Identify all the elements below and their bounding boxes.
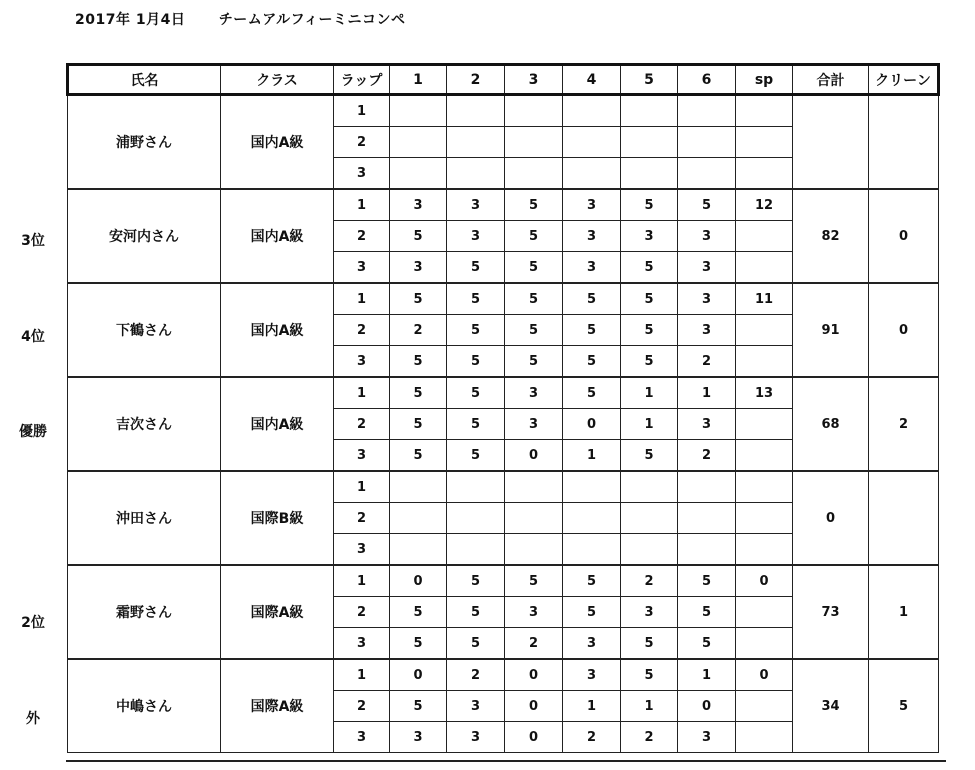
sp-score-cell: 0	[736, 565, 793, 597]
hole-score-cell: 1	[678, 377, 736, 409]
rank-label: 外	[26, 710, 40, 727]
hole-score-cell: 5	[505, 221, 563, 252]
player-class: 国内A級	[221, 283, 334, 377]
hole-score-cell: 5	[390, 283, 447, 315]
hole-score-cell: 5	[563, 597, 621, 628]
hole-score-cell: 5	[621, 252, 678, 284]
hole-score-cell: 2	[505, 628, 563, 660]
player-class: 国際A級	[221, 565, 334, 659]
hole-score-cell: 5	[390, 221, 447, 252]
hole-score-cell: 1	[621, 409, 678, 440]
hole-score-cell	[505, 158, 563, 190]
sp-score-cell	[736, 534, 793, 566]
hole-score-cell: 1	[563, 691, 621, 722]
rank-label: 4位	[21, 328, 45, 345]
hole-score-cell: 5	[390, 346, 447, 378]
hole-score-cell	[621, 534, 678, 566]
lap-number: 2	[334, 691, 390, 722]
hole-score-cell: 1	[621, 691, 678, 722]
hole-score-cell: 2	[678, 346, 736, 378]
lap-number: 1	[334, 377, 390, 409]
hole-score-cell: 1	[563, 440, 621, 472]
hole-score-cell: 0	[505, 691, 563, 722]
hole-score-cell: 3	[390, 189, 447, 221]
player-class: 国内A級	[221, 377, 334, 471]
hole-score-cell: 5	[390, 409, 447, 440]
sp-score-cell	[736, 628, 793, 660]
col-header-sp: sp	[736, 65, 793, 95]
score-table-body	[68, 95, 939, 753]
player-class: 国内A級	[221, 189, 334, 283]
hole-score-cell: 5	[621, 189, 678, 221]
rank-label: 優勝	[19, 424, 47, 441]
hole-score-cell	[390, 127, 447, 158]
hole-score-cell	[505, 503, 563, 534]
hole-score-cell: 5	[390, 377, 447, 409]
sp-score-cell: 0	[736, 659, 793, 691]
lap-number: 3	[334, 252, 390, 284]
clean-count: 5	[869, 659, 939, 753]
hole-score-cell: 1	[621, 377, 678, 409]
hole-score-cell	[390, 95, 447, 127]
table-row	[68, 283, 939, 315]
lap-number: 2	[334, 221, 390, 252]
hole-score-cell	[678, 534, 736, 566]
lap-number: 2	[334, 127, 390, 158]
hole-score-cell: 5	[621, 628, 678, 660]
hole-score-cell: 2	[563, 722, 621, 753]
hole-score-cell: 5	[390, 691, 447, 722]
hole-score-cell: 5	[678, 565, 736, 597]
hole-score-cell	[505, 471, 563, 503]
hole-score-cell: 3	[563, 189, 621, 221]
hole-score-cell	[447, 503, 505, 534]
hole-score-cell: 3	[678, 722, 736, 753]
hole-score-cell	[563, 158, 621, 190]
hole-score-cell	[621, 503, 678, 534]
table-row	[68, 471, 939, 503]
player-name: 吉次さん	[68, 377, 221, 471]
hole-score-cell: 5	[678, 628, 736, 660]
hole-score-cell: 3	[563, 252, 621, 284]
player-name: 浦野さん	[68, 95, 221, 190]
hole-score-cell: 5	[390, 440, 447, 472]
lap-number: 2	[334, 597, 390, 628]
hole-score-cell: 5	[505, 252, 563, 284]
lap-number: 3	[334, 158, 390, 190]
hole-score-cell: 5	[447, 628, 505, 660]
hole-score-cell	[390, 158, 447, 190]
hole-score-cell	[678, 158, 736, 190]
hole-score-cell: 5	[447, 377, 505, 409]
event-name: チームアルフィーミニコンペ	[218, 12, 406, 28]
lap-number: 3	[334, 440, 390, 472]
hole-score-cell: 5	[505, 189, 563, 221]
hole-score-cell: 5	[447, 315, 505, 346]
col-header-hole-3: 3	[505, 65, 563, 95]
hole-score-cell	[563, 503, 621, 534]
hole-score-cell: 5	[505, 346, 563, 378]
hole-score-cell	[447, 534, 505, 566]
hole-score-cell: 2	[390, 315, 447, 346]
hole-score-cell	[447, 158, 505, 190]
document-title	[75, 9, 406, 29]
hole-score-cell	[621, 95, 678, 127]
hole-score-cell: 3	[447, 221, 505, 252]
sp-score-cell	[736, 409, 793, 440]
table-row	[68, 659, 939, 691]
hole-score-cell	[621, 158, 678, 190]
hole-score-cell: 3	[390, 722, 447, 753]
col-header-hole-6: 6	[678, 65, 736, 95]
hole-score-cell: 3	[505, 377, 563, 409]
sp-score-cell	[736, 252, 793, 284]
header-row	[68, 65, 939, 95]
rank-label: 3位	[21, 233, 45, 250]
hole-score-cell: 3	[447, 189, 505, 221]
hole-score-cell	[447, 127, 505, 158]
sp-score-cell	[736, 722, 793, 753]
player-name: 沖田さん	[68, 471, 221, 565]
table-row	[68, 377, 939, 409]
score-table	[66, 63, 940, 753]
table-continuation-edge	[66, 760, 946, 770]
hole-score-cell: 0	[505, 722, 563, 753]
clean-count: 2	[869, 377, 939, 471]
hole-score-cell: 5	[505, 283, 563, 315]
hole-score-cell	[505, 127, 563, 158]
col-header-clean: クリーン	[869, 65, 939, 95]
total-score: 68	[793, 377, 869, 471]
sp-score-cell	[736, 221, 793, 252]
hole-score-cell	[563, 534, 621, 566]
hole-score-cell: 5	[563, 315, 621, 346]
table-row	[68, 565, 939, 597]
hole-score-cell: 3	[390, 252, 447, 284]
hole-score-cell: 5	[390, 628, 447, 660]
lap-number: 1	[334, 471, 390, 503]
lap-number: 1	[334, 189, 390, 221]
col-header-name: 氏名	[68, 65, 221, 95]
hole-score-cell: 0	[390, 565, 447, 597]
hole-score-cell: 5	[505, 315, 563, 346]
player-class: 国内A級	[221, 95, 334, 190]
hole-score-cell: 3	[563, 628, 621, 660]
sp-score-cell	[736, 691, 793, 722]
hole-score-cell: 5	[621, 440, 678, 472]
hole-score-cell	[563, 95, 621, 127]
hole-score-cell	[621, 471, 678, 503]
total-score: 34	[793, 659, 869, 753]
sp-score-cell: 11	[736, 283, 793, 315]
player-name: 下鶴さん	[68, 283, 221, 377]
lap-number: 2	[334, 503, 390, 534]
hole-score-cell: 5	[447, 409, 505, 440]
hole-score-cell	[678, 471, 736, 503]
hole-score-cell: 0	[563, 409, 621, 440]
hole-score-cell: 3	[505, 597, 563, 628]
hole-score-cell: 2	[678, 440, 736, 472]
col-header-hole-1: 1	[390, 65, 447, 95]
hole-score-cell	[621, 127, 678, 158]
player-class: 国際B級	[221, 471, 334, 565]
hole-score-cell: 5	[447, 346, 505, 378]
hole-score-cell: 3	[621, 597, 678, 628]
hole-score-cell: 5	[390, 597, 447, 628]
hole-score-cell: 5	[447, 283, 505, 315]
total-score: 0	[793, 471, 869, 565]
hole-score-cell	[563, 127, 621, 158]
hole-score-cell: 5	[447, 565, 505, 597]
sp-score-cell	[736, 440, 793, 472]
sp-score-cell	[736, 597, 793, 628]
col-header-hole-5: 5	[621, 65, 678, 95]
hole-score-cell: 3	[678, 409, 736, 440]
hole-score-cell: 5	[621, 659, 678, 691]
lap-number: 1	[334, 565, 390, 597]
player-name: 安河内さん	[68, 189, 221, 283]
hole-score-cell	[390, 503, 447, 534]
hole-score-cell: 5	[563, 377, 621, 409]
lap-number: 1	[334, 283, 390, 315]
clean-count	[869, 471, 939, 565]
sp-score-cell	[736, 127, 793, 158]
lap-number: 2	[334, 315, 390, 346]
hole-score-cell	[505, 534, 563, 566]
lap-number: 3	[334, 722, 390, 753]
hole-score-cell: 3	[563, 659, 621, 691]
hole-score-cell: 5	[621, 283, 678, 315]
hole-score-cell: 5	[447, 252, 505, 284]
hole-score-cell	[505, 95, 563, 127]
total-score: 73	[793, 565, 869, 659]
hole-score-cell	[678, 95, 736, 127]
hole-score-cell: 3	[678, 252, 736, 284]
event-date: 2017年 1月4日	[75, 12, 186, 28]
hole-score-cell: 2	[621, 722, 678, 753]
player-name: 中嶋さん	[68, 659, 221, 753]
table-row	[68, 189, 939, 221]
hole-score-cell: 3	[447, 722, 505, 753]
sp-score-cell	[736, 315, 793, 346]
col-header-class: クラス	[221, 65, 334, 95]
hole-score-cell	[678, 127, 736, 158]
hole-score-cell	[447, 471, 505, 503]
sp-score-cell	[736, 471, 793, 503]
lap-number: 3	[334, 628, 390, 660]
clean-count: 0	[869, 189, 939, 283]
hole-score-cell: 3	[678, 283, 736, 315]
clean-count	[869, 95, 939, 190]
sp-score-cell	[736, 95, 793, 127]
hole-score-cell: 2	[621, 565, 678, 597]
hole-score-cell: 3	[678, 315, 736, 346]
hole-score-cell: 0	[505, 440, 563, 472]
hole-score-cell: 0	[505, 659, 563, 691]
total-score: 82	[793, 189, 869, 283]
hole-score-cell: 5	[563, 565, 621, 597]
hole-score-cell: 5	[621, 315, 678, 346]
col-header-hole-2: 2	[447, 65, 505, 95]
rank-label: 2位	[21, 615, 45, 632]
table-row	[68, 95, 939, 127]
hole-score-cell	[563, 471, 621, 503]
clean-count: 0	[869, 283, 939, 377]
total-score	[793, 95, 869, 190]
hole-score-cell: 5	[563, 283, 621, 315]
player-class: 国際A級	[221, 659, 334, 753]
hole-score-cell: 0	[390, 659, 447, 691]
sp-score-cell	[736, 346, 793, 378]
sp-score-cell: 13	[736, 377, 793, 409]
total-score: 91	[793, 283, 869, 377]
sp-score-cell	[736, 503, 793, 534]
hole-score-cell	[390, 534, 447, 566]
lap-number: 3	[334, 534, 390, 566]
hole-score-cell: 5	[563, 346, 621, 378]
hole-score-cell: 5	[447, 440, 505, 472]
hole-score-cell: 1	[678, 659, 736, 691]
hole-score-cell: 5	[505, 565, 563, 597]
lap-number: 3	[334, 346, 390, 378]
hole-score-cell: 0	[678, 691, 736, 722]
lap-number: 1	[334, 659, 390, 691]
col-header-lap: ラップ	[334, 65, 390, 95]
sp-score-cell	[736, 158, 793, 190]
hole-score-cell: 3	[563, 221, 621, 252]
player-name: 霜野さん	[68, 565, 221, 659]
hole-score-cell: 3	[505, 409, 563, 440]
hole-score-cell	[390, 471, 447, 503]
clean-count: 1	[869, 565, 939, 659]
sp-score-cell: 12	[736, 189, 793, 221]
lap-number: 1	[334, 95, 390, 127]
hole-score-cell: 3	[678, 221, 736, 252]
hole-score-cell	[678, 503, 736, 534]
hole-score-cell	[447, 95, 505, 127]
hole-score-cell: 5	[447, 597, 505, 628]
hole-score-cell: 5	[678, 189, 736, 221]
hole-score-cell: 3	[447, 691, 505, 722]
col-header-total: 合計	[793, 65, 869, 95]
col-header-hole-4: 4	[563, 65, 621, 95]
hole-score-cell: 3	[621, 221, 678, 252]
hole-score-cell: 2	[447, 659, 505, 691]
hole-score-cell: 5	[621, 346, 678, 378]
hole-score-cell: 5	[678, 597, 736, 628]
lap-number: 2	[334, 409, 390, 440]
